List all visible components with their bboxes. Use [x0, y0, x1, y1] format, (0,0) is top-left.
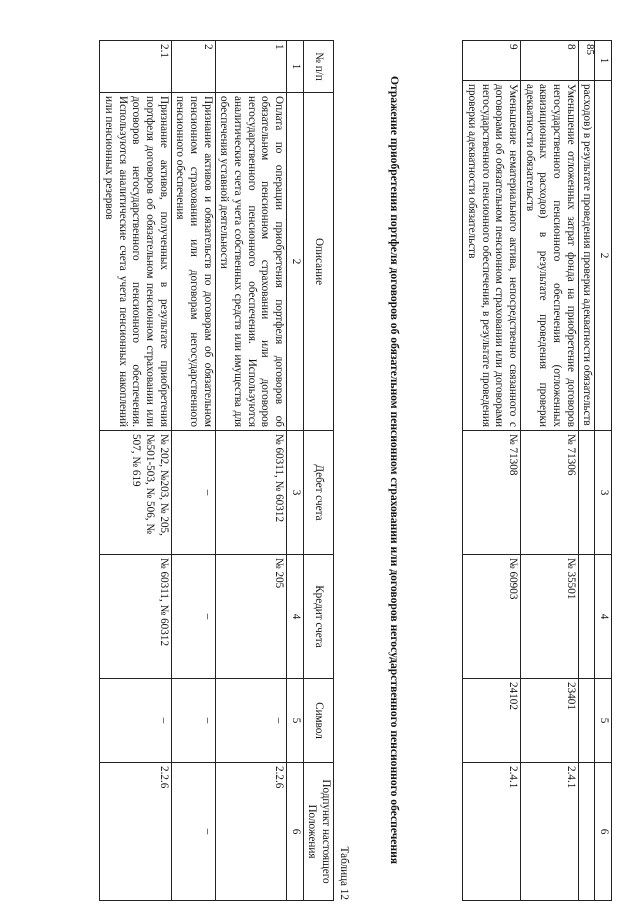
continuation-table: [462, 40, 612, 901]
rotated-page-content: [16, 40, 636, 900]
table-row: 2 Признание активов и обязательств по договорам об обязательном пенсионном страховании или договорам негосударственного пенсионного обеспечения – – – –: [171, 41, 215, 901]
header-num: № п/п: [303, 41, 333, 93]
table-row: 2.1 Признание активов, полученных в результате приобретения портфеля договоров об обязательном пенсионном страховании или договоров негосударственного пенсионного обеспечения. Используются аналитические счета учета пенсионных накоплений или пенсионных резервов № 202, №203, № 205, №501-503, № 506, № 507, № 619 № 60311, № 60312 – 2.2.6: [100, 41, 171, 901]
page-number: 85: [584, 44, 596, 55]
table-row: 1 Оплата по операции приобретения портфеля договоров об обязательном пенсионном страховании или договоров негосударственного пенсионного обеспечения. Используются аналитические счета учета собственных средств или имущества для обеспечения уставной деятельности № 60311, № 60312 № 205 – 2.2.6: [215, 41, 286, 901]
header-credit: Кредит счета: [303, 555, 333, 679]
header-description: Описание: [303, 93, 333, 431]
table-header-row: [303, 41, 333, 901]
table-row: 9 Уменьшение нематериального актива, непосредственно связанного с договорами об обязательном пенсионном страховании или договорами негосударственного пенсионного обеспечения, в результате проведения проверки адекватности обязательств № 71308 № 60903 24102 2.4.1: [463, 41, 521, 901]
table-row: 8 Уменьшение отложенных затрат фонда на приобретение договоров негосударственного пенсионного обеспечения (отложенных аквизиционных расходов) в результате проведения проверки адекватности обязательств № 71306 № 35501 23401 2.4.1: [521, 41, 579, 901]
table-12: [100, 40, 335, 901]
header-symbol: Символ: [303, 679, 333, 763]
header-debit: Дебет счета: [303, 431, 333, 555]
table-label: Таблица 12: [338, 846, 350, 900]
table-row: расходов) в результате проведения проверки адекватности обязательств: [578, 41, 595, 901]
header-clause: Подпункт настоящего Положения: [303, 763, 333, 901]
section-title: Отражение приобретения портфеля договоров об обязательном пенсионном страховании или договоров негосударственного пенсионного обеспечения: [388, 75, 401, 865]
column-number-row: 1 2 3 4 5 6: [287, 41, 304, 901]
column-number-row: 1 2 3 4 5 6: [595, 41, 612, 901]
